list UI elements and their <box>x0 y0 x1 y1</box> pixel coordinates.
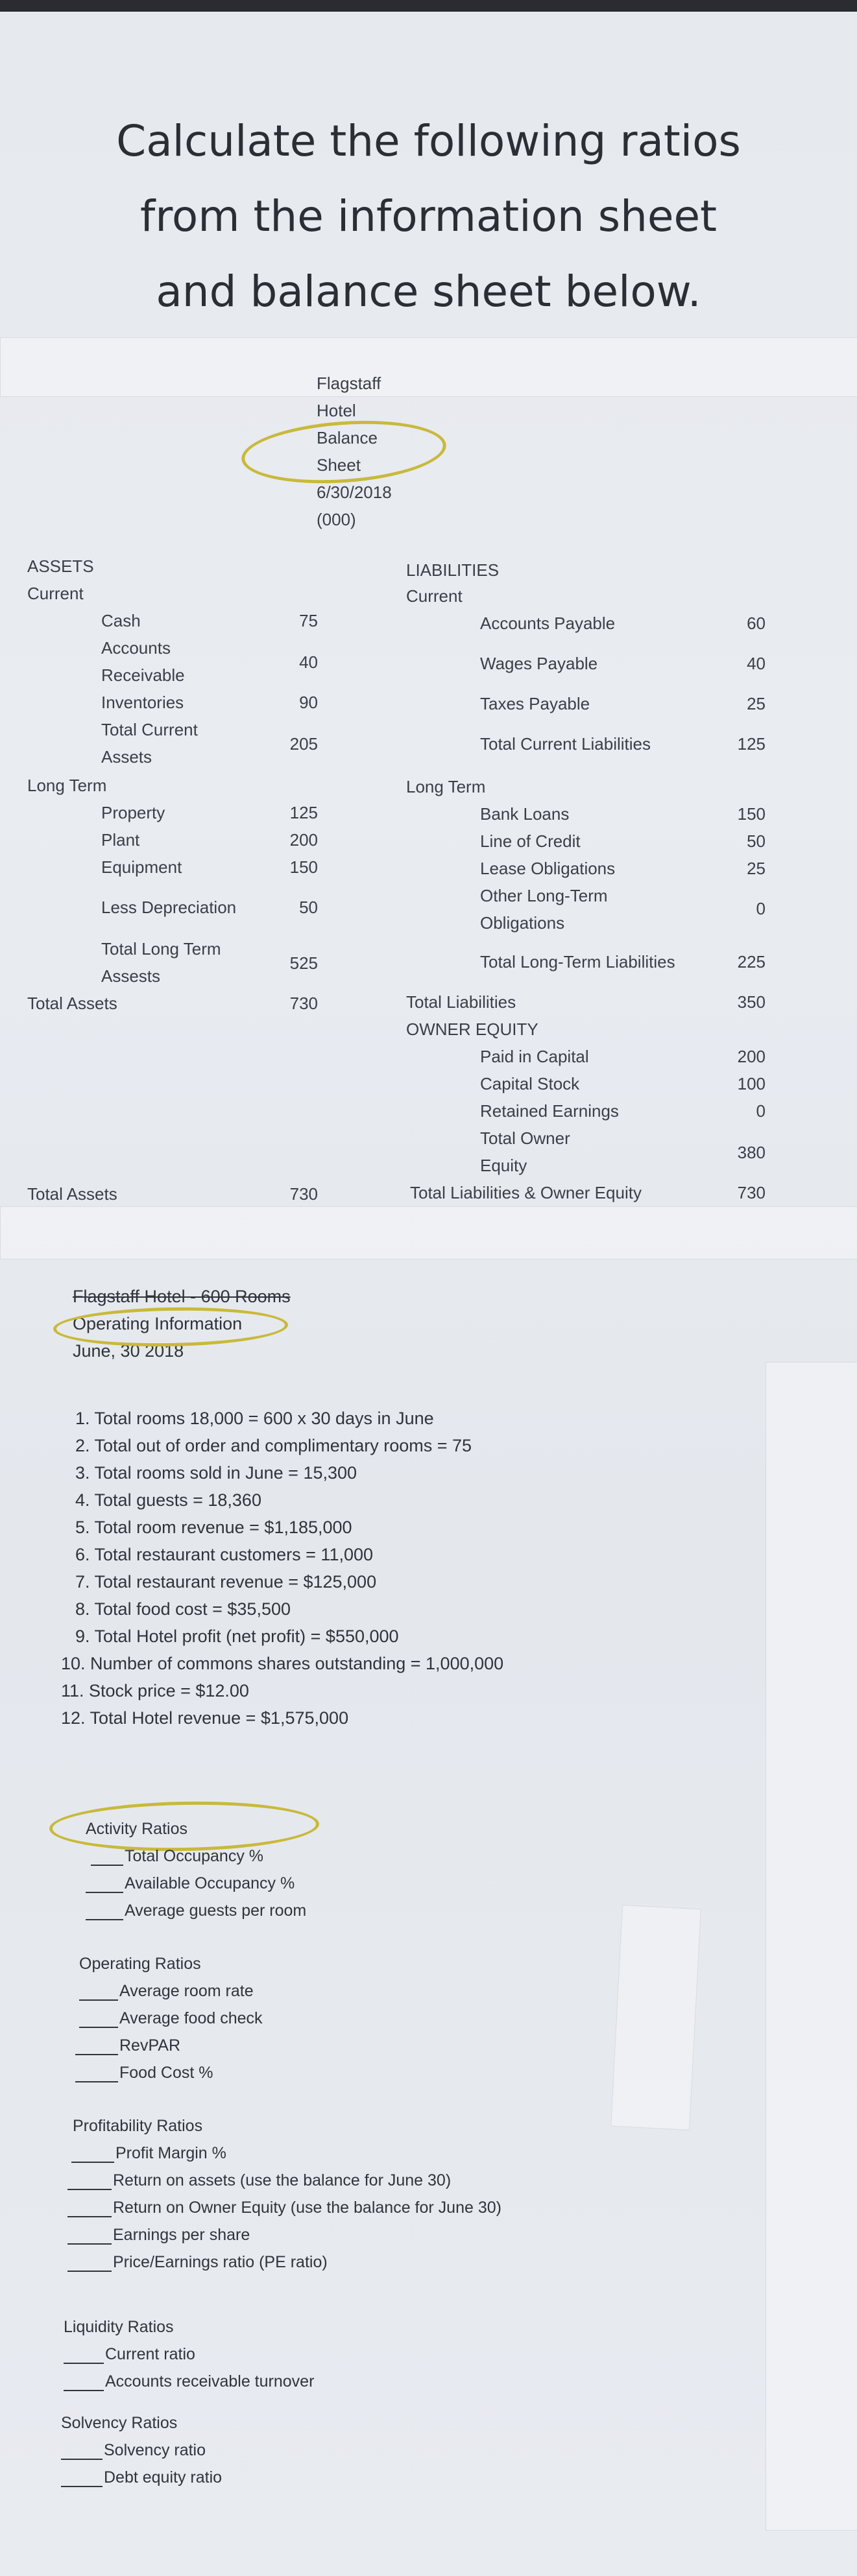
ratio-label: Average room rate <box>119 1982 254 2000</box>
total-current-assets-value: 205 <box>289 734 318 754</box>
top-edge-shadow <box>0 0 857 12</box>
capital-stock-label: Capital Stock <box>480 1074 580 1093</box>
ratio-item <box>75 2036 180 2055</box>
total-long-term-liabilities-value: 225 <box>737 952 766 972</box>
total-liabilities-label: Total Liabilities <box>406 992 516 1012</box>
lease-value: 25 <box>747 859 766 878</box>
paid-in-capital-label: Paid in Capital <box>480 1047 589 1066</box>
operating-item: 2. Total out of order and complimentary rooms = 75 <box>75 1436 472 1455</box>
total-liabilities-value: 350 <box>737 992 766 1012</box>
line-of-credit-label: Line of Credit <box>480 831 581 851</box>
ratio-label: Return on assets (use the balance for June 30) <box>113 2171 452 2189</box>
heading-line-3: and balance sheet below. <box>156 267 701 316</box>
operating-item: 7. Total restaurant revenue = $125,000 <box>75 1572 377 1592</box>
total-assets-bottom-value: 730 <box>289 1184 318 1204</box>
liquidity-ratios-title: Liquidity Ratios <box>64 2318 174 2336</box>
solvency-ratios-title: Solvency Ratios <box>61 2414 178 2432</box>
ratio-label: Total Occupancy % <box>125 1847 263 1865</box>
title-line: Balance <box>317 428 378 447</box>
title-line: Flagstaff <box>317 374 381 393</box>
assets-current: Current <box>27 584 84 603</box>
assets-long-term: Long Term <box>27 776 107 795</box>
inventories-label: Inventories <box>101 693 184 712</box>
wages-label: Wages Payable <box>480 654 598 673</box>
operating-item: 5. Total room revenue = $1,185,000 <box>75 1518 352 1537</box>
operating-item: 9. Total Hotel profit (net profit) = $550,000 <box>75 1627 399 1646</box>
ratio-item <box>67 2199 501 2217</box>
ap-value: 60 <box>747 614 766 633</box>
depreciation-value: 50 <box>299 898 318 917</box>
ar-label-1: Accounts <box>101 638 171 658</box>
operating-item: 6. Total restaurant customers = 11,000 <box>75 1545 374 1564</box>
total-assets-label: Total Assets <box>27 994 117 1013</box>
activity-ratios-title: Activity Ratios <box>86 1820 187 1838</box>
ratio-item <box>79 1982 254 2001</box>
operating-item: 8. Total food cost = $35,500 <box>75 1599 291 1619</box>
total-owner-equity-value: 380 <box>737 1143 766 1162</box>
liabilities-long-term: Long Term <box>406 777 486 796</box>
ratio-item <box>64 2372 314 2391</box>
operating-info-title-3: June, 30 2018 <box>73 1341 184 1361</box>
total-assets-bottom-label: Total Assets <box>27 1184 117 1204</box>
property-value: 125 <box>289 803 318 822</box>
total-owner-equity-label-2: Equity <box>480 1156 527 1175</box>
total-le-label: Total Liabilities & Owner Equity <box>410 1183 642 1202</box>
ar-label-2: Receivable <box>101 665 185 685</box>
plant-label: Plant <box>101 830 140 850</box>
operating-item: 10. Number of commons shares outstanding = 1,000,000 <box>61 1654 504 1673</box>
total-current-assets-label-1: Total Current <box>101 720 198 739</box>
other-obligations-label-1: Other Long-Term <box>480 886 608 905</box>
operating-item: 11. Stock price = $12.00 <box>61 1681 249 1700</box>
tape-strip <box>0 1206 857 1259</box>
other-obligations-value: 0 <box>756 899 766 918</box>
total-long-term-assets-value: 525 <box>289 953 318 973</box>
total-current-assets-label-2: Assets <box>101 747 152 767</box>
title-line: 6/30/2018 <box>317 483 392 502</box>
ratio-label: Average guests per room <box>125 1902 307 1920</box>
ratio-item <box>79 2009 263 2028</box>
heading-line-2: from the information sheet <box>139 191 718 241</box>
total-assets-value: 730 <box>289 994 318 1013</box>
tape-strip <box>610 1905 701 2130</box>
operating-item: 4. Total guests = 18,360 <box>75 1490 261 1510</box>
owner-equity-header: OWNER EQUITY <box>406 1020 538 1039</box>
ratio-label: Current ratio <box>105 2345 195 2363</box>
title-line: (000) <box>317 510 356 529</box>
equipment-value: 150 <box>289 857 318 877</box>
ar-value: 40 <box>299 652 318 672</box>
total-current-liabilities-value: 125 <box>737 734 766 754</box>
line-of-credit-value: 50 <box>747 831 766 851</box>
total-owner-equity-label-1: Total Owner <box>480 1128 570 1148</box>
tape-strip <box>766 1362 857 2531</box>
plant-value: 200 <box>289 830 318 850</box>
ratio-label: RevPAR <box>119 2036 181 2055</box>
retained-earnings-value: 0 <box>756 1101 766 1121</box>
liabilities-header: LIABILITIES <box>406 560 500 580</box>
ratio-label: Price/Earnings ratio (PE ratio) <box>113 2253 328 2271</box>
ratio-item <box>61 2468 222 2487</box>
taxes-value: 25 <box>747 694 766 713</box>
ratio-item <box>67 2171 451 2190</box>
ratio-label: Return on Owner Equity (use the balance for June 30) <box>113 2199 501 2217</box>
capital-stock-value: 100 <box>737 1074 766 1093</box>
lease-label: Lease Obligations <box>480 859 616 878</box>
ratio-item <box>67 2226 250 2245</box>
taxes-label: Taxes Payable <box>480 694 590 713</box>
ratio-label: Accounts receivable turnover <box>105 2372 315 2391</box>
total-long-term-assets-label-1: Total Long Term <box>101 939 221 959</box>
depreciation-label: Less Depreciation <box>101 898 237 917</box>
ap-label: Accounts Payable <box>480 614 616 633</box>
retained-earnings-label: Retained Earnings <box>480 1101 619 1121</box>
title-line: Sheet <box>317 455 361 475</box>
ratio-item <box>91 1847 263 1866</box>
ratio-label: Debt equity ratio <box>104 2468 223 2487</box>
ratio-item <box>86 1902 306 1920</box>
cash-value: 75 <box>299 611 318 630</box>
ratio-item <box>75 2064 213 2082</box>
other-obligations-label-2: Obligations <box>480 913 565 933</box>
operating-ratios-title: Operating Ratios <box>79 1955 201 1973</box>
ratio-label: Available Occupancy % <box>125 1874 295 1892</box>
ratio-label: Food Cost % <box>119 2064 213 2082</box>
total-le-value: 730 <box>737 1183 766 1202</box>
liabilities-current: Current <box>406 586 463 606</box>
ratio-item <box>64 2345 195 2364</box>
heading-line-1: Calculate the following ratios <box>116 116 741 166</box>
operating-item: 1. Total rooms 18,000 = 600 x 30 days in June <box>75 1409 434 1428</box>
operating-info-title-2: Operating Information <box>73 1314 243 1333</box>
operating-item: 12. Total Hotel revenue = $1,575,000 <box>61 1708 349 1728</box>
ratio-label: Earnings per share <box>113 2226 250 2244</box>
bank-loans-value: 150 <box>737 804 766 824</box>
tape-strip <box>0 337 857 397</box>
total-long-term-liabilities-label: Total Long-Term Liabilities <box>480 952 675 972</box>
ratio-item <box>71 2144 226 2163</box>
cash-label: Cash <box>101 611 141 630</box>
ratio-item <box>67 2253 328 2272</box>
ratio-label: Average food check <box>119 2009 263 2027</box>
ratio-item <box>61 2441 206 2460</box>
ratio-label: Profit Margin % <box>115 2144 226 2162</box>
operating-item: 3. Total rooms sold in June = 15,300 <box>75 1463 357 1483</box>
ratio-item <box>86 1874 295 1893</box>
total-current-liabilities-label: Total Current Liabilities <box>480 734 651 754</box>
assets-header: ASSETS <box>27 556 94 576</box>
inventories-value: 90 <box>299 693 318 712</box>
profitability-ratios-title: Profitability Ratios <box>73 2117 203 2135</box>
property-label: Property <box>101 803 165 822</box>
operating-info-title-1: Flagstaff Hotel - 600 Rooms <box>73 1287 291 1306</box>
wages-value: 40 <box>747 654 766 673</box>
title-line: Hotel <box>317 401 356 420</box>
equipment-label: Equipment <box>101 857 182 877</box>
bank-loans-label: Bank Loans <box>480 804 570 824</box>
total-long-term-assets-label-2: Assests <box>101 966 161 986</box>
ratio-label: Solvency ratio <box>104 2441 206 2459</box>
paid-in-capital-value: 200 <box>737 1047 766 1066</box>
